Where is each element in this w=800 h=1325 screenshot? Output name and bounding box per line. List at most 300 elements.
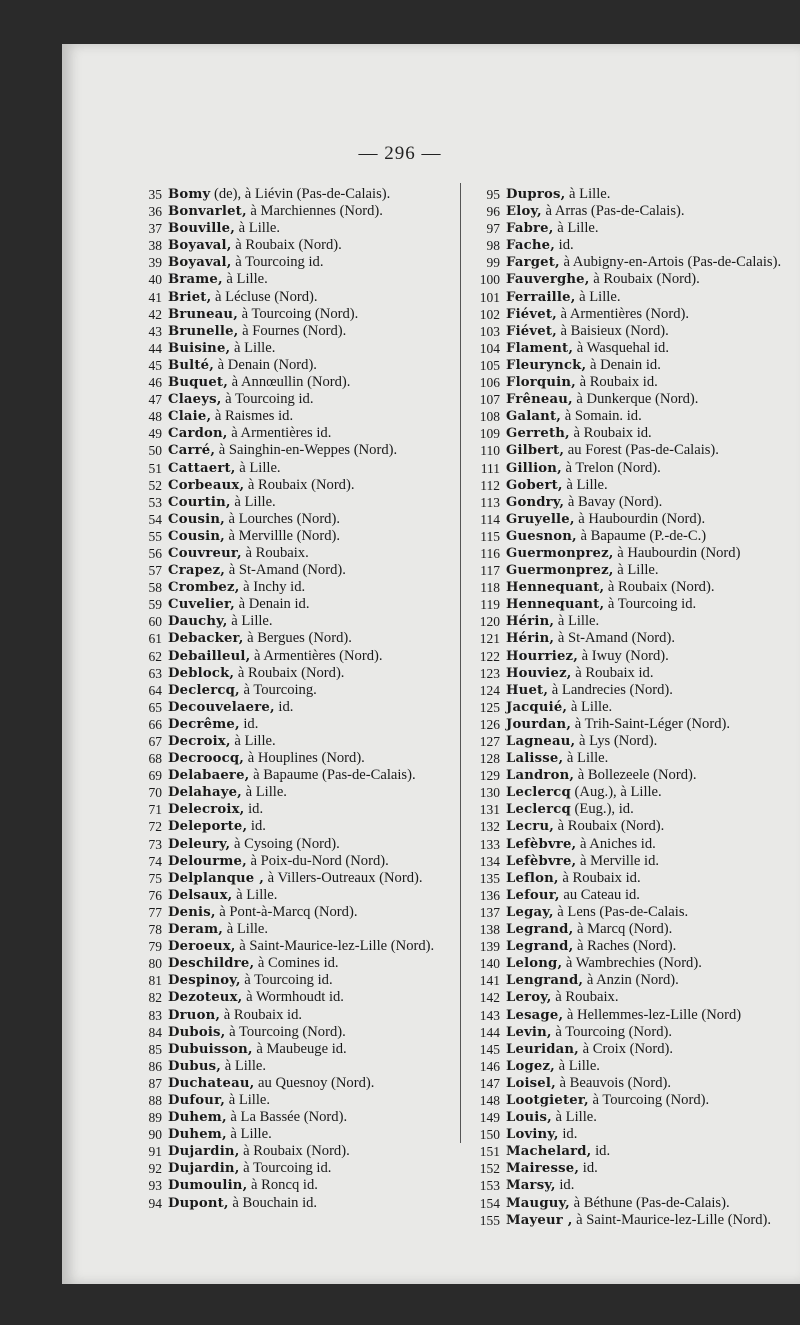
entry-text — [506, 494, 796, 511]
entry-text — [168, 767, 454, 784]
entry-text — [168, 374, 454, 391]
entry-text — [506, 648, 796, 665]
entry-name: Crapez, — [168, 563, 226, 579]
list-item — [136, 374, 454, 391]
list-item — [470, 306, 796, 323]
list-item — [470, 904, 796, 921]
entry-number: 128 — [479, 751, 500, 767]
list-item — [136, 408, 454, 425]
entry-location: (Eug.), id. — [570, 801, 634, 818]
entry-number: 114 — [480, 511, 500, 527]
entry-text — [506, 1007, 796, 1024]
entry-number: 87 — [148, 1075, 162, 1091]
entry-text — [168, 1058, 454, 1075]
entry-number: 151 — [479, 1144, 500, 1160]
entry-name: Gilbert, — [506, 443, 565, 459]
list-item — [136, 870, 454, 887]
entry-number: 35 — [148, 187, 162, 202]
entry-location: à Lille. — [562, 476, 608, 493]
entry-number: 55 — [148, 528, 162, 544]
entry-text — [168, 340, 454, 357]
entry-text — [168, 1024, 454, 1041]
entry-text — [506, 562, 796, 579]
entry-text — [506, 801, 796, 818]
entry-name: Boyaval, — [168, 238, 232, 254]
list-item — [470, 767, 796, 784]
entry-number: 135 — [479, 870, 500, 886]
entry-number: 109 — [479, 426, 500, 442]
entry-name: Fache, — [506, 238, 555, 254]
entry-text — [506, 460, 796, 477]
list-item — [136, 186, 454, 203]
list-item — [136, 545, 454, 562]
list-item — [470, 340, 796, 357]
entry-location: au Forest (Pas-de-Calais). — [564, 442, 719, 459]
entry-name: Gerreth, — [506, 426, 570, 442]
entry-name: Claie, — [168, 409, 212, 425]
entry-name: Decroocq, — [168, 751, 245, 767]
entry-number: 130 — [479, 785, 500, 801]
list-item — [136, 716, 454, 733]
entry-number: 54 — [148, 511, 162, 527]
entry-name: Lalisse, — [506, 751, 564, 767]
entry-text — [506, 630, 796, 647]
entry-number: 141 — [479, 973, 500, 989]
list-item — [136, 836, 454, 853]
entry-name: Decroix, — [168, 734, 231, 749]
entry-text — [168, 1041, 454, 1058]
entry-location: à Baisieux (Nord). — [556, 322, 669, 339]
entry-number: 113 — [480, 494, 500, 510]
entry-number: 106 — [479, 375, 500, 391]
entry-text — [506, 408, 796, 425]
entry-location: à Bergues (Nord). — [243, 630, 352, 647]
list-item — [136, 853, 454, 870]
list-item — [136, 442, 454, 459]
list-item — [136, 1177, 454, 1194]
entry-location: à Mervillle (Nord). — [224, 527, 340, 544]
entry-text — [506, 1109, 796, 1126]
entry-text — [168, 1126, 454, 1143]
entry-text — [168, 596, 454, 613]
entry-name: Claeys, — [168, 392, 222, 408]
list-item — [470, 750, 796, 767]
entry-name: Fleurynck, — [506, 357, 587, 373]
entry-name: Frêneau, — [506, 392, 573, 408]
list-item — [136, 1195, 454, 1212]
list-item — [470, 323, 796, 340]
entry-location: à Denain (Nord). — [214, 356, 317, 373]
list-item — [470, 1177, 796, 1194]
list-item — [470, 853, 796, 870]
entry-number: 90 — [148, 1127, 162, 1143]
list-item — [470, 887, 796, 904]
entry-number: 120 — [479, 614, 500, 630]
entry-text — [168, 630, 454, 647]
entry-text — [506, 596, 796, 613]
entry-location: à Bollezeele (Nord). — [574, 767, 697, 784]
entry-text — [506, 579, 796, 596]
entry-location: à Comines id. — [254, 955, 339, 972]
entry-name: Mairesse, — [506, 1161, 580, 1177]
entry-number: 76 — [148, 887, 162, 903]
entry-number: 126 — [479, 716, 500, 732]
entry-text — [168, 306, 454, 323]
entry-text — [168, 887, 454, 904]
entry-text — [168, 391, 454, 408]
entry-location: à Saint-Maurice-lez-Lille (Nord). — [572, 1211, 772, 1228]
list-item — [136, 340, 454, 357]
entry-location: à Armentières id. — [227, 425, 332, 442]
entry-name: Leuridan, — [506, 1041, 579, 1057]
entry-text — [168, 271, 454, 288]
entry-name: Hourriez, — [506, 648, 579, 664]
list-item — [470, 613, 796, 630]
entry-text — [168, 357, 454, 374]
entry-location: à Raismes id. — [211, 408, 294, 425]
entry-text — [506, 716, 796, 733]
entry-name: Bruneau, — [168, 306, 238, 322]
entry-text — [506, 511, 796, 528]
entry-number: 50 — [148, 443, 162, 459]
entry-location: à Lille. — [554, 1057, 600, 1074]
entry-name: Florquin, — [506, 375, 576, 391]
entry-number: 68 — [148, 751, 162, 767]
entry-location: à Inchy id. — [239, 579, 306, 596]
list-item — [470, 1058, 796, 1075]
entry-text — [506, 818, 796, 835]
entry-location: à Somain. id. — [561, 408, 642, 425]
right-column — [470, 186, 796, 1229]
entry-text — [506, 528, 796, 545]
entry-name: Couvreur, — [168, 545, 242, 561]
entry-location: à Roubaix id. — [220, 1006, 303, 1023]
entry-text — [168, 1007, 454, 1024]
entry-name: Fauverghe, — [506, 272, 590, 288]
entry-number: 69 — [148, 768, 162, 784]
entry-location: à Saint-Maurice-lez-Lille (Nord). — [235, 938, 435, 955]
entry-name: Dubus, — [168, 1058, 222, 1074]
entry-location: à Tourcoing (Nord). — [237, 305, 359, 322]
list-item — [136, 630, 454, 647]
entry-text — [168, 665, 454, 682]
entry-number: 127 — [479, 734, 500, 749]
entry-name: Houviez, — [506, 665, 572, 681]
entry-text — [506, 613, 796, 630]
entry-text — [506, 1195, 796, 1212]
entry-name: Guermonprez, — [506, 563, 614, 579]
entry-location: id. — [591, 1143, 611, 1160]
entry-number: 123 — [479, 665, 500, 681]
entry-text — [168, 648, 454, 665]
entry-name: Duhem, — [168, 1110, 227, 1126]
entry-name: Hérin, — [506, 614, 555, 630]
entry-text — [506, 357, 796, 374]
entry-number: 57 — [148, 563, 162, 579]
entry-number: 97 — [486, 221, 500, 237]
entry-number: 59 — [148, 597, 162, 613]
entry-number: 116 — [480, 545, 500, 561]
list-item — [470, 1092, 796, 1109]
entry-name: Farget, — [506, 255, 560, 271]
entry-number: 67 — [148, 734, 162, 749]
entry-name: Buquet, — [168, 375, 229, 391]
entry-location: à Roubaix (Nord). — [244, 476, 355, 493]
entry-location: à Tourcoing id. — [604, 596, 697, 613]
list-item — [136, 938, 454, 955]
entry-location: à Croix (Nord). — [578, 1040, 673, 1057]
entry-location: à Lourches (Nord). — [224, 510, 340, 527]
entry-number: 42 — [148, 306, 162, 322]
entry-location: à St-Amand (Nord). — [225, 562, 346, 579]
entry-text — [506, 1126, 796, 1143]
list-item — [470, 442, 796, 459]
entry-location: à Roubaix. — [551, 989, 619, 1006]
entry-location: à Tourcoing (Nord). — [588, 1091, 710, 1108]
entry-location: à Dunkerque (Nord). — [572, 391, 699, 408]
entry-text — [506, 425, 796, 442]
entry-number: 52 — [148, 477, 162, 493]
list-item — [470, 682, 796, 699]
entry-text — [168, 921, 454, 938]
entry-name: Briet, — [168, 289, 212, 305]
entry-text — [506, 938, 796, 955]
entry-location: à Lens (Pas-de-Calais. — [553, 903, 689, 920]
list-item — [470, 408, 796, 425]
entry-name: Delsaux, — [168, 887, 233, 903]
list-item — [136, 562, 454, 579]
entry-name: Delahaye, — [168, 785, 242, 801]
entry-name: Lefèbvre, — [506, 853, 577, 869]
entry-name: Legrand, — [506, 922, 574, 938]
list-item — [136, 511, 454, 528]
entry-number: 143 — [479, 1007, 500, 1023]
entry-text — [506, 1212, 796, 1229]
entry-text — [168, 1109, 454, 1126]
entry-name: Decouvelaere, — [168, 699, 275, 715]
entry-name: Bouville, — [168, 221, 236, 237]
list-item — [470, 511, 796, 528]
entry-number: 110 — [480, 443, 500, 459]
entry-location: à Denain id. — [234, 596, 310, 613]
entry-name: Cousin, — [168, 528, 225, 544]
entry-number: 44 — [148, 340, 162, 356]
entry-name: Lecru, — [506, 819, 555, 835]
entry-number: 72 — [148, 819, 162, 835]
entry-name: Gondry, — [506, 494, 565, 510]
entry-number: 146 — [479, 1058, 500, 1074]
entry-name: Delplanque , — [168, 870, 264, 886]
entry-name: Deblock, — [168, 665, 235, 681]
entry-location: (Aug.), à Lille. — [570, 784, 662, 801]
entry-text — [168, 972, 454, 989]
entry-text — [168, 682, 454, 699]
entry-text — [168, 237, 454, 254]
entry-number: 133 — [479, 836, 500, 852]
entry-text — [168, 716, 454, 733]
entry-number: 134 — [479, 853, 500, 869]
entry-location: à Roubaix (Nord). — [604, 579, 715, 596]
entry-location: à Tourcoing. — [239, 681, 317, 698]
entry-number: 84 — [148, 1024, 162, 1040]
entry-name: Dubuisson, — [168, 1041, 253, 1057]
list-item — [470, 1075, 796, 1092]
entry-name: Dufour, — [168, 1092, 226, 1108]
entry-location: à Lille. — [225, 1091, 271, 1108]
entry-text — [506, 699, 796, 716]
entry-name: Jourdan, — [506, 716, 572, 732]
entry-text — [168, 579, 454, 596]
entry-location: à Bavay (Nord). — [564, 493, 663, 510]
entry-number: 66 — [148, 716, 162, 732]
entry-number: 131 — [479, 802, 500, 818]
entry-location: à Roubaix. — [241, 544, 309, 561]
entry-name: Huet, — [506, 682, 549, 698]
list-item — [470, 1212, 796, 1229]
entry-location: à Lille. — [241, 784, 287, 801]
entry-location: à Sainghin-en-Weppes (Nord). — [215, 442, 398, 459]
entry-text — [168, 870, 454, 887]
list-item — [136, 972, 454, 989]
entry-text — [168, 613, 454, 630]
entry-text — [506, 904, 796, 921]
list-item — [136, 237, 454, 254]
entry-text — [506, 306, 796, 323]
list-item — [136, 733, 454, 750]
list-item — [470, 870, 796, 887]
entry-number: 71 — [148, 802, 162, 818]
list-item — [470, 254, 796, 271]
entry-text — [168, 442, 454, 459]
list-item — [470, 237, 796, 254]
entry-location: à Lille. — [230, 339, 276, 356]
entry-name: Cardon, — [168, 426, 228, 442]
entry-location: à Roubaix (Nord). — [231, 237, 342, 254]
entry-text — [506, 836, 796, 853]
entry-number: 78 — [148, 922, 162, 938]
entry-location: à Tourcoing (Nord). — [225, 1023, 346, 1040]
list-item — [136, 1058, 454, 1075]
entry-location: à Beauvois (Nord). — [555, 1074, 672, 1091]
entry-name: Cattaert, — [168, 460, 236, 476]
entry-number: 53 — [148, 494, 162, 510]
entry-name: Hérin, — [506, 631, 555, 647]
entry-number: 62 — [148, 648, 162, 664]
list-item — [136, 921, 454, 938]
entry-name: Legay, — [506, 904, 554, 920]
entry-name: Deroeux, — [168, 939, 236, 955]
list-item — [470, 460, 796, 477]
list-item — [136, 767, 454, 784]
entry-name: Bulté, — [168, 357, 215, 373]
entry-number: 73 — [148, 836, 162, 852]
entry-location: à Armentières (Nord). — [250, 647, 383, 664]
list-item — [136, 357, 454, 374]
entry-name: Crombez, — [168, 580, 240, 596]
entry-name: Fiévet, — [506, 323, 557, 339]
entry-number: 63 — [148, 665, 162, 681]
entry-number: 70 — [148, 785, 162, 801]
entry-name: Levin, — [506, 1024, 552, 1040]
entry-location: à Trih-Saint-Léger (Nord). — [571, 715, 731, 732]
left-column — [136, 186, 454, 1212]
entry-name: Lefour, — [506, 887, 560, 903]
entry-location: à Lille. — [235, 220, 280, 237]
entry-location: à Marchiennes (Nord). — [246, 203, 383, 220]
entry-location: à Armentières (Nord). — [556, 305, 690, 322]
entry-number: 65 — [148, 699, 162, 715]
entry-name: Courtin, — [168, 494, 231, 510]
entry-location: id. — [239, 715, 259, 732]
list-item — [136, 699, 454, 716]
entry-number: 37 — [148, 221, 162, 237]
entry-text — [168, 1075, 454, 1092]
entry-text — [506, 1160, 796, 1177]
list-item — [136, 784, 454, 801]
entry-text — [506, 545, 796, 562]
entry-text — [506, 784, 796, 801]
entry-location: à St-Amand (Nord). — [554, 630, 675, 647]
entry-name: Lengrand, — [506, 973, 584, 989]
entry-number: 145 — [479, 1041, 500, 1057]
entry-text — [506, 186, 796, 203]
entry-location: à Hellemmes-lez-Lille (Nord) — [563, 1006, 742, 1023]
entry-text — [168, 425, 454, 442]
entry-number: 111 — [480, 460, 500, 476]
entry-name: Lagneau, — [506, 734, 576, 749]
list-item — [136, 1007, 454, 1024]
column-divider — [460, 183, 461, 1143]
entry-location: à Lécluse (Nord). — [211, 288, 318, 305]
entry-text — [168, 494, 454, 511]
entry-name: Lefèbvre, — [506, 836, 577, 852]
entry-location: à Lille. — [613, 562, 659, 579]
entry-location: à Roubaix id. — [575, 374, 658, 391]
entry-text — [506, 289, 796, 306]
entry-location: à Lille. — [227, 613, 273, 630]
list-item — [470, 665, 796, 682]
entry-number: 124 — [479, 682, 500, 698]
list-item — [470, 545, 796, 562]
list-item — [136, 801, 454, 818]
entry-text — [506, 374, 796, 391]
list-item — [136, 904, 454, 921]
entry-location: à Haubourdin (Nord) — [613, 544, 741, 561]
entry-location: à Cysoing (Nord). — [230, 835, 340, 852]
list-item — [136, 1109, 454, 1126]
list-item — [470, 699, 796, 716]
entry-text — [168, 254, 454, 271]
entry-text — [168, 289, 454, 306]
entry-location: id. — [555, 237, 574, 254]
entry-location: à Tourcoing id. — [231, 254, 324, 271]
entry-number: 147 — [479, 1075, 500, 1091]
entry-name: Mayeur , — [506, 1212, 573, 1228]
entry-number: 112 — [480, 477, 500, 493]
list-item — [136, 271, 454, 288]
entry-location: à Roubaix id. — [571, 664, 654, 681]
list-item — [470, 938, 796, 955]
entry-location: à Lille. — [551, 1109, 597, 1126]
entry-name: Carré, — [168, 443, 216, 459]
entry-location: à Villers-Outreaux (Nord). — [263, 869, 423, 886]
entry-text — [168, 408, 454, 425]
entry-text — [168, 818, 454, 835]
entry-number: 91 — [148, 1144, 162, 1160]
entry-number: 41 — [148, 289, 162, 305]
entry-location: au Cateau id. — [559, 886, 640, 903]
entry-location: à Roubaix (Nord). — [234, 664, 345, 681]
